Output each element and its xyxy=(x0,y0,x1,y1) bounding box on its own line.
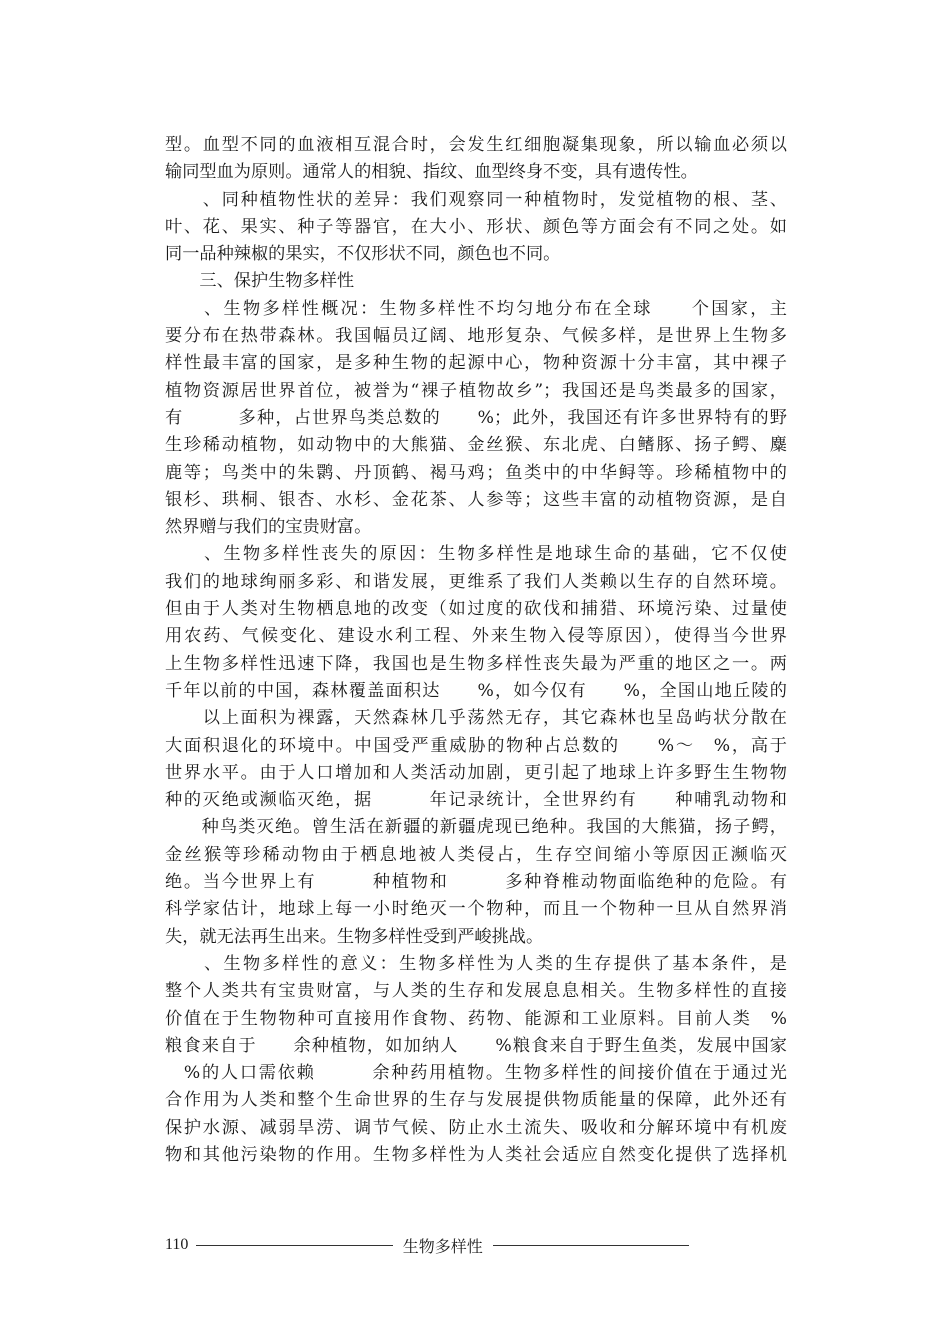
text-line: 物和其他污染物的作用。生物多样性为人类社会适应自然变化提供了选择机 xyxy=(165,1144,787,1165)
text-line: 、生物多样性丧失的原因：生物多样性是地球生命的基础，它不仅使 xyxy=(165,544,787,565)
text-line: 种鸟类灭绝。曾生活在新疆的新疆虎现已绝种。我国的大熊猫，扬子鳄， xyxy=(165,817,787,838)
text-line: 以上面积为裸露，天然森林几乎荡然无存，其它森林也呈岛屿状分散在 xyxy=(165,708,787,729)
text-line: 样性最丰富的国家，是多种生物的起源中心，物种资源十分丰富，其中裸子 xyxy=(165,353,787,374)
text-line: 失，就无法再生出来。生物多样性受到严峻挑战。 xyxy=(165,926,544,947)
text-line: 植物资源居世界首位，被誉为“裸子植物故乡”；我国还是鸟类最多的国家， xyxy=(165,380,787,401)
page-footer xyxy=(165,1233,689,1257)
text-line: 价值在于生物物种可直接用作食物、药物、能源和工业原料。目前人类 % xyxy=(165,1008,787,1029)
text-line: 要分布在热带森林。我国幅员辽阔、地形复杂、气候多样，是世界上生物多 xyxy=(165,326,787,347)
text-line: %的人口需依赖 余种药用植物。生物多样性的间接价值在于通过光 xyxy=(165,1063,787,1084)
text-line: 鹿等；鸟类中的朱鹮、丹顶鹤、褐马鸡；鱼类中的中华鲟等。珍稀植物中的 xyxy=(165,462,787,483)
text-line: 种的灭绝或濒临灭绝，据 年记录统计，全世界约有 种哺乳动物和 xyxy=(165,790,787,811)
text-line: 我们的地球绚丽多彩、和谐发展，更维系了我们人类赖以生存的自然环境。 xyxy=(165,571,787,592)
section-heading: 三、保护生物多样性 xyxy=(165,271,355,292)
text-line: 世界水平。由于人口增加和人类活动加剧，更引起了地球上许多野生生物物 xyxy=(165,762,787,783)
text-line: 用农药、气候变化、建设水利工程、外来生物入侵等原因），使得当今世界 xyxy=(165,626,787,647)
text-line: 科学家估计，地球上每一小时绝灭一个物种，而且一个物种一旦从自然界消 xyxy=(165,899,787,920)
footer-rule-left xyxy=(196,1245,392,1246)
page-number: 110 xyxy=(165,1236,189,1253)
text-line: 型。血型不同的血液相互混合时，会发生红细胞凝集现象，所以输血必须以 xyxy=(165,135,787,155)
text-line: 同一品种辣椒的果实，不仅形状不同，颜色也不同。 xyxy=(165,244,561,265)
running-title: 生物多样性 xyxy=(402,1236,483,1256)
text-line: 粮食来自于 余种植物，如加纳人 %粮食来自于野生鱼类，发展中国家 xyxy=(165,1035,787,1056)
text-line: 绝。当今世界上有 种植物和 多种脊椎动物面临绝种的危险。有 xyxy=(165,872,787,893)
text-line: 然界赠与我们的宝贵财富。 xyxy=(165,517,372,538)
text-line: 、生物多样性概况：生物多样性不均匀地分布在全球 个国家，主 xyxy=(165,298,787,319)
text-line: 上生物多样性迅速下降，我国也是生物多样性丧失最为严重的地区之一。两 xyxy=(165,653,787,674)
text-line: 、同种植物性状的差异：我们观察同一种植物时，发觉植物的根、茎、 xyxy=(165,189,787,210)
text-line: 千年以前的中国，森林覆盖面积达 %，如今仅有 %，全国山地丘陵的 xyxy=(165,680,787,701)
text-line: 、生物多样性的意义：生物多样性为人类的生存提供了基本条件，是 xyxy=(165,953,787,974)
text-line: 合作用为人类和整个生命世界的生存与发展提供物质能量的保障，此外还有 xyxy=(165,1090,787,1111)
text-line: 有 多种，占世界鸟类总数的 %；此外，我国还有许多世界特有的野 xyxy=(165,407,787,428)
text-line: 叶、花、果实、种子等器官，在大小、形状、颜色等方面会有不同之处。如 xyxy=(165,216,787,237)
text-line: 金丝猴等珍稀动物由于栖息地被人类侵占，生存空间缩小等原因正濒临灭 xyxy=(165,844,787,865)
footer-rule-right xyxy=(493,1245,689,1246)
text-line: 银杉、珙桐、银杏、水杉、金花茶、人参等；这些丰富的动植物资源，是自 xyxy=(165,489,787,510)
text-line: 但由于人类对生物栖息地的改变（如过度的砍伐和捕猎、环境污染、过量使 xyxy=(165,599,787,620)
text-line: 输同型血为原则。通常人的相貌、指纹、血型终身不变，具有遗传性。 xyxy=(165,162,698,183)
text-line: 整个人类共有宝贵财富，与人类的生存和发展息息相关。生物多样性的直接 xyxy=(165,981,787,1002)
text-line: 大面积退化的环境中。中国受严重威胁的物种占总数的 %～ %，高于 xyxy=(165,735,787,756)
text-line: 生珍稀动植物，如动物中的大熊猫、金丝猴、东北虎、白鳍豚、扬子鳄、麋 xyxy=(165,435,787,456)
text-line: 保护水源、减弱旱涝、调节气候、防止水土流失、吸收和分解环境中有机废 xyxy=(165,1117,787,1138)
body-text xyxy=(165,132,787,1169)
